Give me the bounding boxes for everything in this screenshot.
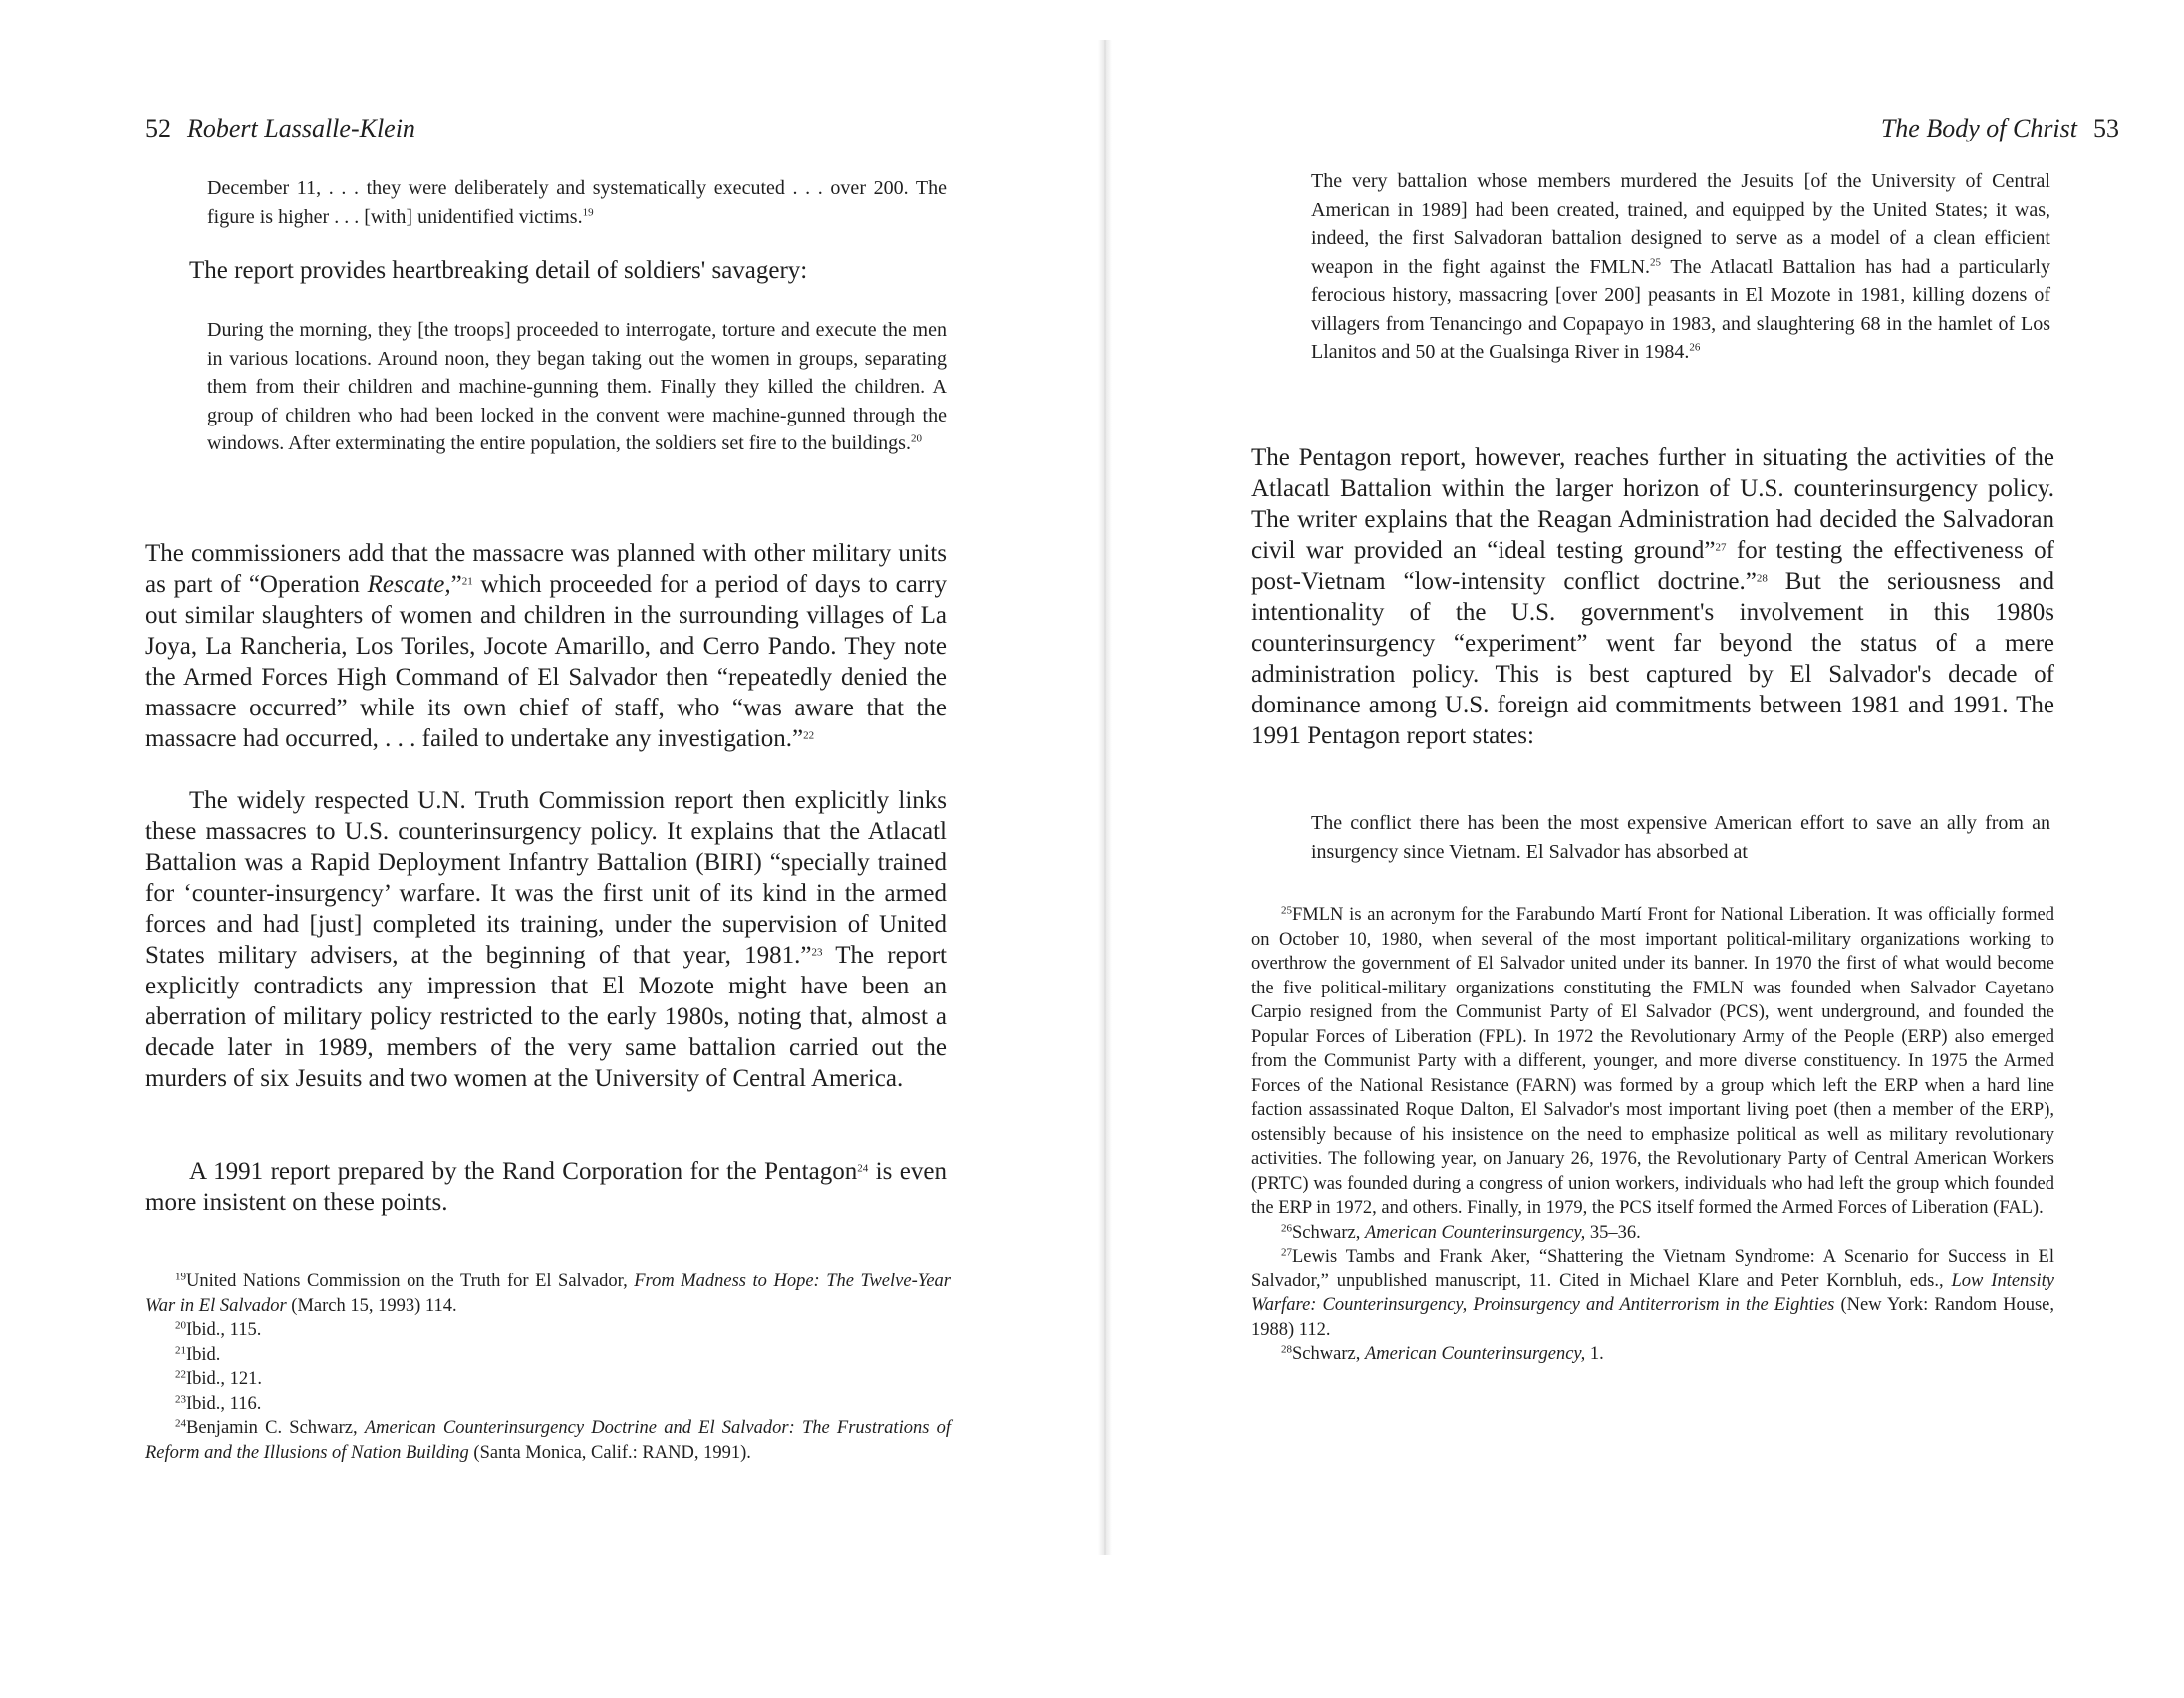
footnote bbox=[145, 1343, 951, 1368]
footnote-title: American Counterinsurgency, bbox=[1364, 1344, 1586, 1364]
footnote-ref: 19 bbox=[582, 205, 594, 218]
paragraph-text: which proceeded for a period of days to carry out similar slaughters of women and children in the surrounding villages of La Joya, La Rancheria, Los Toriles, Jocote Amarillo, and Cerro Pando. They note the Armed Forces High Command of El Salvador then “repeatedly denied the massacre occurred” while its own chief of staff, who “was aware that the massacre had occurred, . . . failed to undertake any investigation.” bbox=[145, 571, 948, 752]
footnote-ref: 22 bbox=[803, 729, 815, 742]
footnote-text: FMLN is an acronym for the Farabundo Martí Front for National Liberation. It was officially formed on October 10, 1980, when several of the most important political-military organizations working to overthrow the government of El Salvador united under its banner. In 1970 the first of what would become the five political-military organizations constituting the FMLN was founded when Salvador Cayetano Carpio resigned from the Communist Party of El Salvador (PCS), went underground, and founded the Popular Forces of Liberation (FPL). In 1972 the Revolutionary Army of the People (ERP) also emerged from the Communist Party with a different, younger, and more diverse constituency. In 1975 the Armed Forces of the National Resistance (FARN) was formed by a group which left the ERP when a hard line faction assassinated Roque Dalton, El Salvador's most important living poet (then a member of the ERP), ostensibly because of his insistence on the need to emphasize political as well as military revolutionary activities. The following year, on January 26, 1976, the Revolutionary Party of Central American Workers (PRTC) was founded during a congress of union workers, individuals who had left the group which founded the ERP in 1972, and others. Finally, in 1979, the PCS itself formed the Armed Forces of Liberation (FAL). bbox=[1251, 905, 2054, 1218]
footnote-text: United Nations Commission on the Truth for El Salvador, bbox=[186, 1272, 635, 1291]
footnote-number: 21 bbox=[175, 1343, 186, 1356]
block-quote bbox=[207, 174, 947, 231]
running-header-right bbox=[1881, 113, 2119, 144]
footnote-ref: 24 bbox=[857, 1162, 869, 1175]
running-head-author: Robert Lassalle-Klein bbox=[187, 114, 415, 142]
footnote-number: 23 bbox=[175, 1392, 186, 1405]
body-paragraph bbox=[145, 538, 947, 754]
footnote-text: (New York: Random House, 1988) 112. bbox=[1251, 1295, 2054, 1340]
block-quote bbox=[1311, 809, 2050, 866]
quote-text: December 11, . . . they were deliberately and systematically executed . . . over 200. The figure is higher . . . [with] unidentified victims. bbox=[207, 177, 947, 228]
footnote-number: 26 bbox=[1281, 1221, 1292, 1234]
paragraph-text: The Pentagon report, however, reaches further in situating the activities of the Atlacatl Battalion within the larger horizon of U.S. counterinsurgency policy. The writer explains that the Reagan Administration had decided the Salvadoran civil war provided an “ideal testing ground” bbox=[1251, 444, 2054, 564]
page-number: 52 bbox=[145, 114, 171, 142]
book-gutter bbox=[1098, 40, 1112, 1555]
footnote-ref: 26 bbox=[1689, 341, 1701, 354]
paragraph-text: A 1991 report prepared by the Rand Corporation for the Pentagon bbox=[189, 1158, 858, 1185]
footnote bbox=[1251, 903, 2054, 1221]
footnote bbox=[145, 1416, 951, 1465]
footnote bbox=[145, 1367, 951, 1392]
footnote-ref: 21 bbox=[461, 575, 473, 588]
paragraph-text: is even more insistent on these points. bbox=[145, 1158, 947, 1216]
body-paragraph bbox=[145, 1156, 947, 1218]
quote-text: During the morning, they [the troops] proceeded to interrogate, torture and execute the men in various locations. Around noon, they began taking out the women in groups, separating them from their children and machine-gunning them. Finally they killed the children. A group of children who had been locked in the convent were machine-gunned through the windows. After exterminating the entire population, the soldiers set fire to the buildings. bbox=[207, 319, 947, 454]
footnote-number: 25 bbox=[1281, 904, 1292, 917]
body-paragraph bbox=[145, 785, 947, 1094]
footnote-text: Schwarz, bbox=[1292, 1222, 1365, 1243]
footnote-ref: 25 bbox=[1650, 255, 1662, 268]
quote-text: The conflict there has been the most expensive American effort to save an ally from an insurgency since Vietnam. El Salvador has absorbed at bbox=[1311, 812, 2050, 863]
footnote bbox=[145, 1392, 951, 1417]
footnote-title: American Counterinsurgency Doctrine and El Salvador: The Frustrations of Reform and the Illusions of Nation Building bbox=[145, 1418, 952, 1463]
footnote-title: American Counterinsurgency, bbox=[1364, 1222, 1586, 1243]
footnote bbox=[1251, 1221, 2054, 1246]
footnote-text: Lewis Tambs and Frank Aker, “Shattering the Vietnam Syndrome: A Scenario for Success in El Salvador,” unpublished manuscript, 11. Cited in Michael Klare and Peter Kornbluh, eds., bbox=[1251, 1247, 2054, 1291]
footnote-title: From Madness to Hope: The Twelve-Year War in El Salvador bbox=[145, 1272, 951, 1316]
page-number: 53 bbox=[2093, 114, 2119, 142]
footnote bbox=[145, 1270, 951, 1318]
footnote bbox=[1251, 1342, 2054, 1367]
footnote-number: 28 bbox=[1281, 1343, 1292, 1356]
paragraph-text: ” bbox=[450, 571, 462, 598]
footnote-ref: 27 bbox=[1715, 541, 1727, 554]
body-paragraph bbox=[189, 255, 947, 286]
footnote-text: 35–36. bbox=[1585, 1222, 1641, 1243]
footnote-text: Ibid., 121. bbox=[186, 1369, 263, 1389]
footnote-text: (March 15, 1993) 114. bbox=[286, 1295, 457, 1316]
running-head-title: The Body of Christ bbox=[1880, 114, 2077, 142]
footnote-number: 20 bbox=[175, 1319, 186, 1332]
footnote-number: 24 bbox=[175, 1417, 186, 1430]
block-quote bbox=[207, 316, 947, 458]
footnote bbox=[1251, 1245, 2054, 1342]
footnote bbox=[145, 1318, 951, 1343]
footnote-text: (Santa Monica, Calif.: RAND, 1991). bbox=[468, 1442, 751, 1463]
italic-term: Rescate, bbox=[367, 571, 451, 598]
footnote-text: 1. bbox=[1585, 1344, 1604, 1364]
footnote-number: 19 bbox=[175, 1271, 186, 1283]
quote-text: The very battalion whose members murdered the Jesuits [of the University of Central American in 1989] had been created, trained, and equipped by the United States; it was, indeed, the first Salvadoran battalion designed to serve as a model of a clean efficient weapon in the fight against the FMLN. bbox=[1311, 170, 2050, 278]
footnotes-left bbox=[145, 1270, 951, 1465]
paragraph-text: The widely respected U.N. Truth Commission report then explicitly links these massacres to U.S. counterinsurgency policy. It explains that the Atlacatl Battalion was a Rapid Deployment Infantry Battalion (BIRI) “specially trained for ‘counter-insurgency’ warfare. It was the first unit of its kind in the armed forces and had [just] completed its training, under the supervision of United States military advisers, at the beginning of that year, 1981.” bbox=[145, 787, 947, 969]
footnote-number: 27 bbox=[1281, 1246, 1292, 1259]
paragraph-text: The report provides heartbreaking detail of soldiers' savagery: bbox=[189, 257, 808, 284]
footnote-text: Ibid., 115. bbox=[186, 1320, 262, 1340]
footnote-number: 22 bbox=[175, 1368, 186, 1381]
footnote-title: Low Intensity Warfare: Counterinsurgency, Proinsurgency and Antiterrorism in the Eighties bbox=[1251, 1271, 2054, 1315]
footnote-ref: 20 bbox=[910, 432, 922, 445]
footnote-text: Benjamin C. Schwarz, bbox=[186, 1418, 365, 1438]
quote-text: The Atlacatl Battalion has had a particularly ferocious history, massacring [over 200] peasants in El Mozote in 1981, killing dozens of villagers from Tenancingo and Copapayo in 1983, and slaughtering 68 in the hamlet of Los Llanitos and 50 at the Gualsinga River in 1984. bbox=[1311, 255, 2050, 363]
paragraph-text: The commissioners add that the massacre was planned with other military units as part of “Operation bbox=[145, 540, 947, 598]
body-paragraph bbox=[1251, 442, 2054, 751]
paragraph-text: for testing the effectiveness of post-Vietnam “low-intensity conflict doctrine.” bbox=[1251, 537, 2054, 595]
footnote-text: Ibid., 116. bbox=[186, 1393, 262, 1414]
footnote-ref: 28 bbox=[1756, 572, 1768, 585]
footnote-ref: 23 bbox=[811, 946, 823, 959]
footnote-text: Schwarz, bbox=[1292, 1344, 1365, 1364]
footnote-text: Ibid. bbox=[186, 1344, 221, 1365]
paragraph-text: The report explicitly contradicts any impression that El Mozote might have been an aberration of military policy restricted to the early 1980s, noting that, almost a decade later in 1989, members of the very same battalion carried out the murders of six Jesuits and two women at the University of Central America. bbox=[145, 942, 948, 1092]
running-header-left bbox=[145, 113, 415, 144]
paragraph-text: But the seriousness and intentionality of the U.S. government's involvement in this 1980s counterinsurgency “experiment” went far beyond the status of a mere administration policy. This is best captured by El Salvador's decade of dominance among U.S. foreign aid commitments between 1981 and 1991. The 1991 Pentagon report states: bbox=[1251, 568, 2054, 749]
block-quote bbox=[1311, 167, 2050, 367]
footnotes-right bbox=[1251, 903, 2054, 1367]
